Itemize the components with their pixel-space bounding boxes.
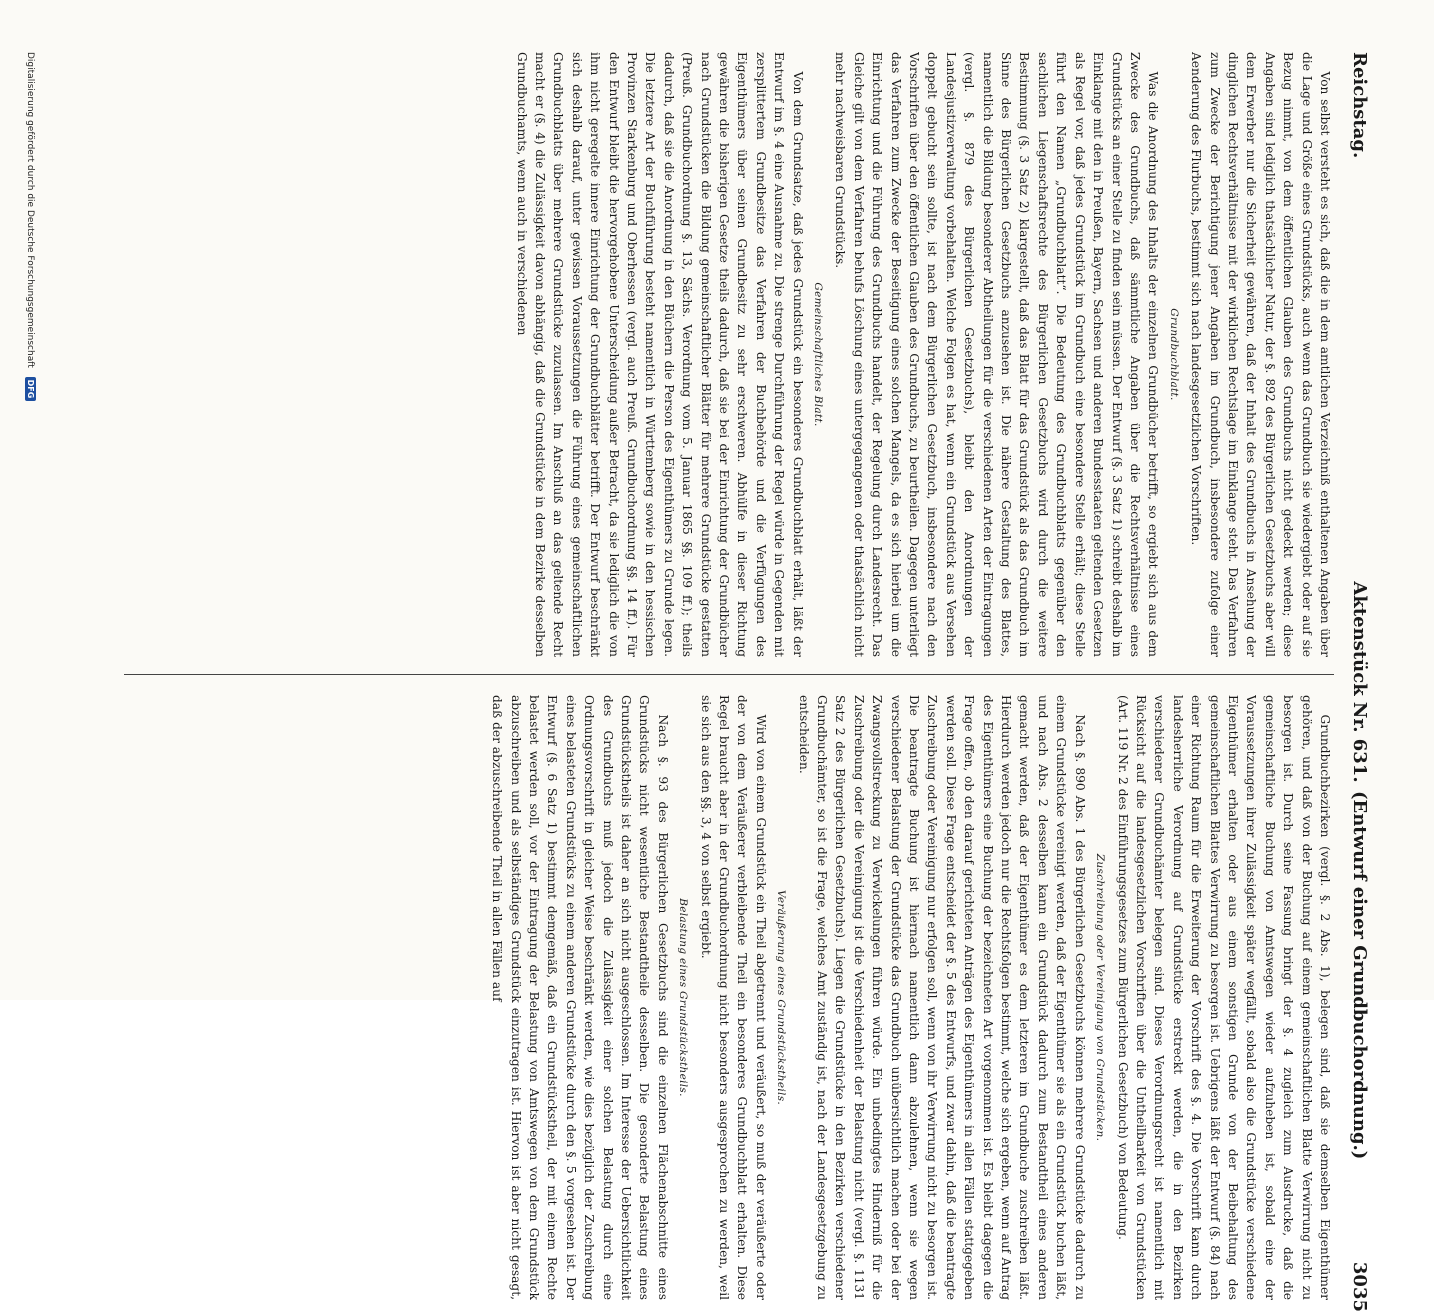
section-heading: Grundbuchblatt. — [1167, 308, 1180, 401]
paragraph: Was die Anordnung des Inhalts der einzelnen Grundbücher betrifft, so ergiebt sich aus dem Zwecke des Grundbuchs, daß sämmtliche Angaben über die Rechtsverhältnisse eines Grundstücks an einer Stelle zu finden sein müssen. Der Entwurf (§. 3 Satz 1) schreibt deshalb im Einklange mit den in Preußen, Bayern, Sachsen und anderen Bundesstaaten geltenden Gesetzen als Regel vor, daß jedes Grundstück im Grundbuch eine besondere Stelle erhält; diese Stelle führt den Namen „Grundbuchblatt“. Die Bedeutung des Grundbuchblatts gegenüber den sachlichen Liegenschaftsrechte des Bürgerlichen Gesetzbuchs wird durch die weitere Bestimmung (§. 3 Satz 2) klargestellt, daß das Blatt für das Grundstück als das Grundbuch im Sinne des Bürgerlichen Gesetzbuchs anzusehen ist. Die nähere Gestaltung des Blattes, namentlich die Bildung besonderer Abtheilungen für die verschiedenen Arten der Eintragungen (vergl. §. 879 des Bürgerlichen Gesetzbuchs), bleibt den Anordnungen der Landesjustizverwaltung vorbehalten. Welche Folgen es hat, wenn ein Grundstück aus Versehen doppelt gebucht sein sollte, ist nach dem Bürgerlichen Gesetzbuch, insbesondere nach den Vorschriften über den öffentlichen Glauben des Grundbuchs, zu beurtheilen. Dagegen unterliegt das Verfahren zum Zwecke der Beseitigung eines solchen Mangels, da es sich hierbei um die Einrichtung und die Führung des Grundbuchs handelt, der Regelung durch Landesrecht. Das Gleiche gilt von dem Verfahren behufs Löschung eines untergegangenen oder thatsächlich nicht mehr nachweisbaren Grundstücks. — [833, 52, 1161, 657]
page-number: 3035 — [1349, 1261, 1370, 1312]
dfg-logo: DFG — [25, 377, 36, 402]
digitization-footer — [25, 52, 36, 401]
digitization-note: Digitalisierung gefördert durch die Deutsche Forschungsgemeinschaft — [25, 52, 35, 368]
section-heading: Gemeinschaftliches Blatt. — [812, 282, 825, 427]
section-heading: Veräußerung eines Grundstückstheils. — [775, 889, 788, 1106]
header-center: Aktenstück Nr. 631. — [1349, 581, 1370, 783]
right-column — [124, 695, 1334, 1300]
paragraph: Von selbst versteht es sich, daß die in dem amtlichen Verzeichniß enthaltenen Angaben über die Lage und Größe eines Grundstücks, auch wenn das Grundbuch sie wiedergiebt oder auf sie Bezug nimmt, von dem öffentlichen Glauben des Grundbuchs nicht gedeckt werden; diese Angaben sind lediglich thatsächlicher Natur, der §. 892 des Bürgerlichen Gesetzbuchs aber will dem Erwerber nur die Sicherheit gewähren, daß der Inhalt des Grundbuchs in Ansehung der dinglichen Rechtsverhältnisse mit der wirklichen Rechtslage im Einklange steht. Das Verfahren zum Zwecke der Berichtigung jener Angaben im Grundbuch, insbesondere zufolge einer Aenderung des Flurbuchs, bestimmt sich nach landesgesetzlichen Vorschriften. — [1189, 52, 1332, 657]
paragraph: Grundbuchbezirken (vergl. §. 2 Abs. 1), belegen sind, daß sie demselben Eigenthümer gehören, und daß von der Buchung auf einem gemeinschaftlichen Blatte Verwirrung nicht zu besorgen ist. Durch seine Fassung bringt der §. 4 zugleich zum Ausdrucke, daß die gemeinschaftliche Buchung von Amtswegen wieder aufzuheben ist, sobald eine der Voraussetzungen ihrer Zulässigkeit später wegfällt, sobald also die Grundstücke verschiedene Eigenthümer erhalten oder aus einem sonstigen Grunde von der Beibehaltung des gemeinschaftlichen Blattes Verwirrung zu besorgen ist. Uebrigens läßt der Entwurf (§. 84) nach einer Richtung Raum für die Erweiterung der Vorschrift des §. 4. Die Vorschrift kann durch landesherrliche Verordnung auf Grundstücke erstreckt werden, die in den Bezirken verschiedener Grundbuchämter belegen sind. Dieses Verordnungsrecht ist namentlich mit Rücksicht auf die landesgesetzlichen Vorschriften über die Untheilbarkeit von Grundstücken (Art. 119 Nr. 2 des Einführungsgesetzes zum Bürgerlichen Gesetzbuch) von Bedeutung. — [1115, 695, 1332, 1300]
paragraph: Von dem Grundsatze, daß jedes Grundstück ein besonderes Grundbuchblatt erhält, läßt der Entwurf im §. 4 eine Ausnahme zu. Die strenge Durchführung der Regel würde in Gegenden mit zersplittertem Grundbesitze das Verfahren der Buchbehörde und die Verfügungen des Eigenthümers über seinen Grundbesitz zu sehr erschweren. Abhülfe in dieser Richtung gewähren die bisherigen Gesetze theils dadurch, daß sie bei der Einrichtung der Grundbücher nach Grundstücken die Bildung gemeinschaftlicher Blätter für mehrere Grundstücke gestatten (Preuß. Grundbuchordnung §. 13, Sächs. Verordnung vom 5. Januar 1865 §§. 109 ff.); theils dadurch, daß sie die Anordnung in den Büchern die Person des Eigenthümers zu Grunde legen. Die letztere Art der Buchführung besteht namentlich in Württemberg sowie in den hessischen Provinzen Starkenburg und Oberhessen (vergl. auch Preuß. Grundbuchordnung §§. 14 ff.). Für den Entwurf bleibt die hervorgehobene Unterscheidung außer Betracht, da sie lediglich die von ihm nicht geregelte innere Einrichtung der Grundbuchblätter betrifft. Der Entwurf beschränkt sich deshalb darauf, unter gewissen Voraussetzungen die Führung eines gemeinschaftlichen Grundbuchblatts über mehrere Grundstücke zuzulassen. Im Anschluß an das geltende Recht macht er (§. 4) die Zulässigkeit davon abhängig, daß die Grundstücke in dem Bezirke desselben Grundbuchamts, wenn auch in verschiedenen — [514, 52, 805, 657]
section-heading: Zuschreibung oder Vereinigung von Grundstücken. — [1094, 853, 1107, 1142]
page-header — [1344, 52, 1370, 1312]
header-right-title: (Entwurf einer Grundbuchordnung.) — [1349, 790, 1370, 1160]
paragraph: Nach §. 890 Abs. 1 des Bürgerlichen Gesetzbuchs können mehrere Grundstücke dadurch zu einem Grundstücke vereinigt werden, daß der Eigenthümer sie als ein Grundstück buchen läßt, und nach Abs. 2 desselben kann ein Grundstück dadurch zum Bestandtheil eines anderen gemacht werden, daß der Eigenthümer es dem letzteren im Grundbuche zuschreiben läßt. Hierdurch werden jedoch nur die Rechtsfolgen bestimmt, welche sich ergeben, wenn auf Antrag des Eigenthümers eine Buchung der bezeichneten Art vorgenommen ist. Es bleibt dagegen die Frage offen, ob den darauf gerichteten Anträgen des Eigenthümers in allen Fällen stattgegeben werden soll. Diese Frage entscheidet der §. 5 des Entwurfs, und zwar dahin, daß die beantragte Zuschreibung oder Vereinigung nur erfolgen soll, wenn von ihr Verwirrung nicht zu besorgen ist. Die beantragte Buchung ist hiernach namentlich dann abzulehnen, wenn sie wegen verschiedener Belastung der Grundstücke das Grundbuch unübersichtlich machen oder bei der Zwangsvollstreckung zu Verwickelungen führen würde. Ein unbedingtes Hinderniß für die Zuschreibung oder die Vereinigung ist die Verschiedenheit der Belastung nicht (vergl. §. 1131 Satz 2 des Bürgerlichen Gesetzbuchs). Liegen die Grundstücke in den Bezirken verschiedener Grundbuchämter, so ist die Frage, welches Amt zuständig ist, nach der Landesgesetzgebung zu entscheiden. — [796, 695, 1087, 1300]
left-column — [124, 52, 1334, 657]
section-heading: Belastung eines Grundstückstheils. — [677, 898, 690, 1097]
header-left: Reichstag. — [1349, 52, 1370, 159]
paragraph: Nach §. 93 des Bürgerlichen Gesetzbuchs sind die einzelnen Flächenabschnitte eines Grundstücks nicht wesentliche Bestandtheile desselben. Die gesonderte Belastung eines Grundstückstheils ist daher an sich nicht ausgeschlossen. Im Interesse der Uebersichtlichkeit des Grundbuchs muß jedoch die Zulässigkeit einer solchen Belastung durch eine Ordnungsvorschrift in gleicher Weise beschränkt werden, wie dies bezüglich der Zuschreibung eines belasteten Grundstücks zu einem anderen Grundstücke durch den §. 5 vorgesehen ist. Der Entwurf (§. 6 Satz 1) bestimmt demgemäß, daß ein Grundstückstheil, der mit einem Rechte belastet werden soll, vor der Eintragung der Belastung von Amtswegen von dem Grundstück abzuschreiben und als selbständiges Grundstück einzutragen ist. Hiervon ist aber nicht gesagt, daß der abzuschreibende Theil in allen Fällen auf — [490, 695, 670, 1300]
paragraph: Wird von einem Grundstück ein Theil abgetrennt und veräußert, so muß der veräußerte oder der von dem Veräußerer verbleibende Theil ein besonderes Grundbuchblatt erhalten. Diese Regel braucht aber in der Grundbuchordnung nicht besonders ausgesprochen zu werden, weil sie sich aus den §§. 3, 4 von selbst ergiebt. — [698, 695, 768, 1300]
column-divider — [124, 674, 1334, 675]
header-right — [1349, 791, 1370, 1312]
